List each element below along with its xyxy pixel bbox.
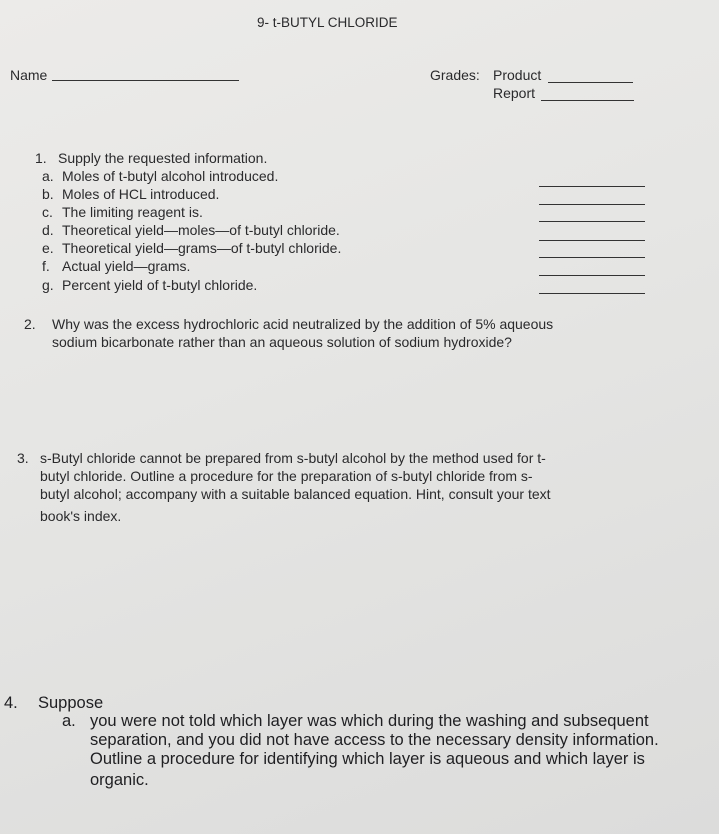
q1-item-text: The limiting reagent is. <box>62 204 203 220</box>
q1-item-text: Moles of HCL introduced. <box>62 186 220 202</box>
page-title: 9- t-BUTYL CHLORIDE <box>257 15 398 30</box>
q1-text: Supply the requested information. <box>58 150 268 166</box>
q1-number: 1. <box>35 150 47 166</box>
q1-item-text: Actual yield—grams. <box>62 258 191 274</box>
answer-line-c <box>539 221 645 222</box>
product-label: Product <box>493 67 542 83</box>
answer-line-f <box>539 275 645 276</box>
name-line <box>52 80 239 81</box>
q4-a-line: separation, and you did not have access to the necessary density information. <box>90 731 659 749</box>
q1-item-text: Theoretical yield—grams—of t-butyl chloride. <box>62 240 342 256</box>
q4-text: Suppose <box>38 694 104 712</box>
q1-item-letter: g. <box>42 277 54 293</box>
q3-line: book's index. <box>40 508 122 524</box>
q1-item-text: Percent yield of t-butyl chloride. <box>62 277 258 293</box>
report-label: Report <box>493 85 536 101</box>
q1-item-letter: d. <box>42 222 54 238</box>
q3-line: butyl alcohol; accompany with a suitable balanced equation. Hint, consult your text <box>40 486 551 502</box>
report-grade-line <box>541 100 634 101</box>
q1-item-letter: e. <box>42 240 54 256</box>
q1-item-letter: c. <box>42 204 53 220</box>
q1-item-text: Theoretical yield—moles—of t-butyl chloride. <box>62 222 340 238</box>
q1-item-letter: a. <box>42 168 54 184</box>
q3-number: 3. <box>17 450 29 466</box>
q4-a-line: organic. <box>90 771 149 789</box>
q4-a-letter: a. <box>62 712 76 730</box>
answer-line-b <box>539 204 645 205</box>
answer-line-e <box>539 257 645 258</box>
q1-item-letter: f. <box>42 258 50 274</box>
q3-line: butyl chloride. Outline a procedure for the preparation of s-butyl chloride from s- <box>40 468 533 484</box>
q3-line: s-Butyl chloride cannot be prepared from s-butyl alcohol by the method used for t- <box>40 450 546 466</box>
product-grade-line <box>548 82 633 83</box>
q4-a-line: you were not told which layer was which during the washing and subsequent <box>90 712 649 730</box>
q4-number: 4. <box>4 694 18 712</box>
q2-line: sodium bicarbonate rather than an aqueous solution of sodium hydroxide? <box>52 334 512 350</box>
q1-item-letter: b. <box>42 186 54 202</box>
q4-a-line: Outline a procedure for identifying which layer is aqueous and which layer is <box>90 750 645 768</box>
answer-line-g <box>539 293 645 294</box>
q1-item-text: Moles of t-butyl alcohol introduced. <box>62 168 279 184</box>
q2-number: 2. <box>24 316 36 332</box>
grades-label: Grades: <box>430 67 480 83</box>
answer-line-a <box>539 186 645 187</box>
q2-line: Why was the excess hydrochloric acid neutralized by the addition of 5% aqueous <box>52 316 554 332</box>
name-label: Name <box>10 67 48 83</box>
answer-line-d <box>539 240 645 241</box>
